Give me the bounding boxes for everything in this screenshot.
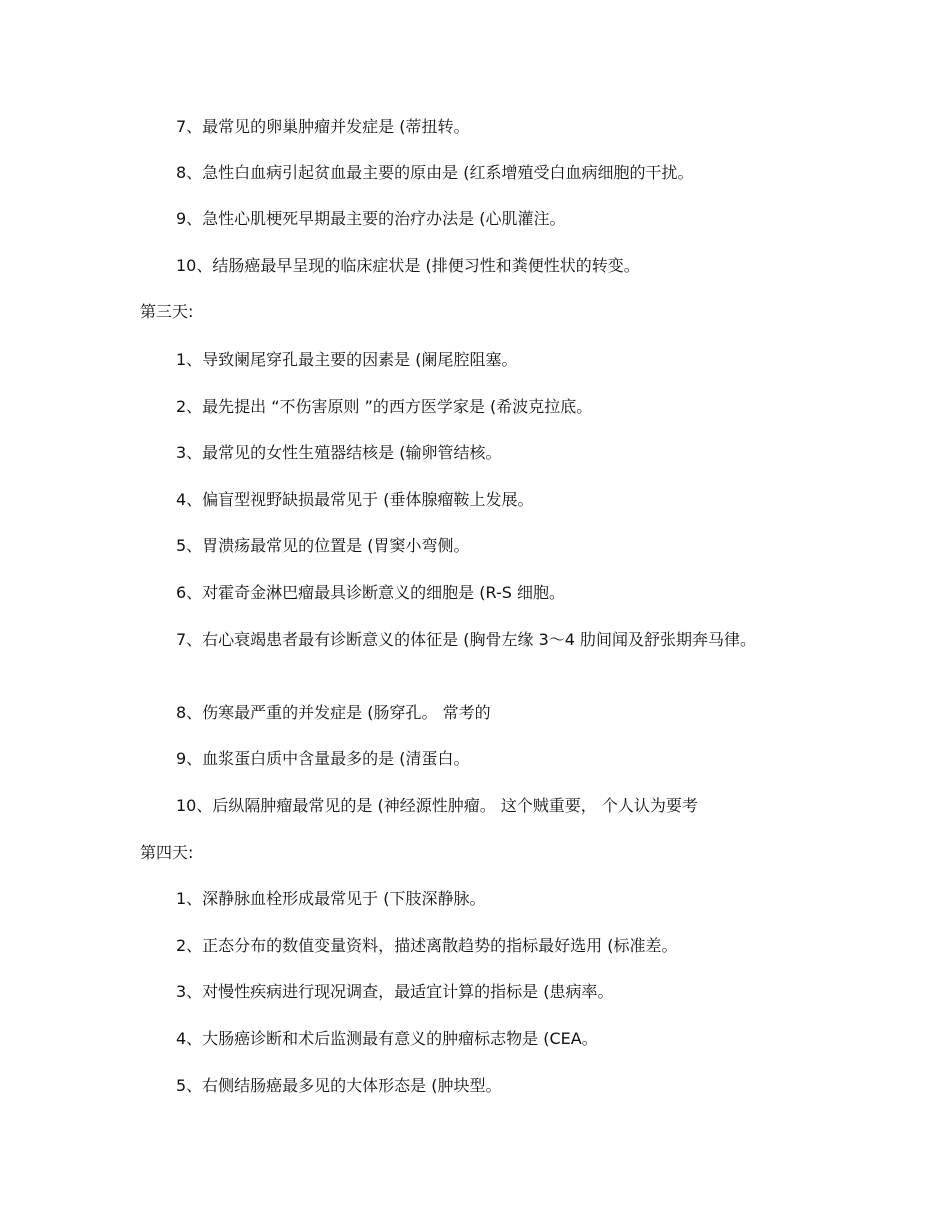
list-item: 7、最常见的卵巢肿瘤并发症是 (蒂扭转。 bbox=[176, 117, 470, 136]
list-item: 2、最先提出 “不伤害原则 ”的西方医学家是 (希波克拉底。 bbox=[176, 397, 593, 416]
list-item: 10、后纵隔肿瘤最常见的是 (神经源性肿瘤。 这个贼重要， 个人认为要考 bbox=[176, 796, 698, 815]
list-item: 9、急性心肌梗死早期最主要的治疗办法是 (心肌灌注。 bbox=[176, 209, 566, 228]
list-item: 1、深静脉血栓形成最常见于 (下肢深静脉。 bbox=[176, 889, 486, 908]
list-item-text: 7、右心衰竭患者最有诊断意义的体征是 (胸骨左缘 3～4 肋间闻及舒张期奔马律。 bbox=[176, 630, 757, 649]
list-item: 3、对慢性疾病进行现况调查，最适宜计算的指标是 (患病率。 bbox=[176, 982, 614, 1001]
list-item: 10、结肠癌最早呈现的临床症状是 (排便习性和粪便性状的转变。 bbox=[176, 256, 640, 275]
list-item: 4、大肠癌诊断和术后监测最有意义的肿瘤标志物是 (CEA。 bbox=[176, 1029, 598, 1048]
list-item: 2、正态分布的数值变量资料，描述离散趋势的指标最好选用 (标准差。 bbox=[176, 936, 678, 955]
list-item: 9、血浆蛋白质中含量最多的是 (清蛋白。 bbox=[176, 749, 470, 768]
list-item: 8、伤寒最严重的并发症是 (肠穿孔。 常考的 bbox=[176, 703, 491, 722]
list-item: 8、急性白血病引起贫血最主要的原由是 (红系增殖受白血病细胞的干扰。 bbox=[176, 163, 694, 182]
list-item-wrapped bbox=[140, 630, 800, 650]
list-item: 5、右侧结肠癌最多见的大体形态是 (肿块型。 bbox=[176, 1076, 502, 1095]
section-heading-day3: 第三天: bbox=[140, 302, 194, 321]
list-item: 6、对霍奇金淋巴瘤最具诊断意义的细胞是 (R-S 细胞。 bbox=[176, 583, 565, 602]
list-item: 1、导致阑尾穿孔最主要的因素是 (阑尾腔阻塞。 bbox=[176, 350, 518, 369]
list-item: 4、偏盲型视野缺损最常见于 (垂体腺瘤鞍上发展。 bbox=[176, 490, 534, 509]
list-item: 5、胃溃疡最常见的位置是 (胃窦小弯侧。 bbox=[176, 536, 470, 555]
section-heading-day4: 第四天: bbox=[140, 843, 194, 862]
list-item: 3、最常见的女性生殖器结核是 (输卵管结核。 bbox=[176, 443, 502, 462]
